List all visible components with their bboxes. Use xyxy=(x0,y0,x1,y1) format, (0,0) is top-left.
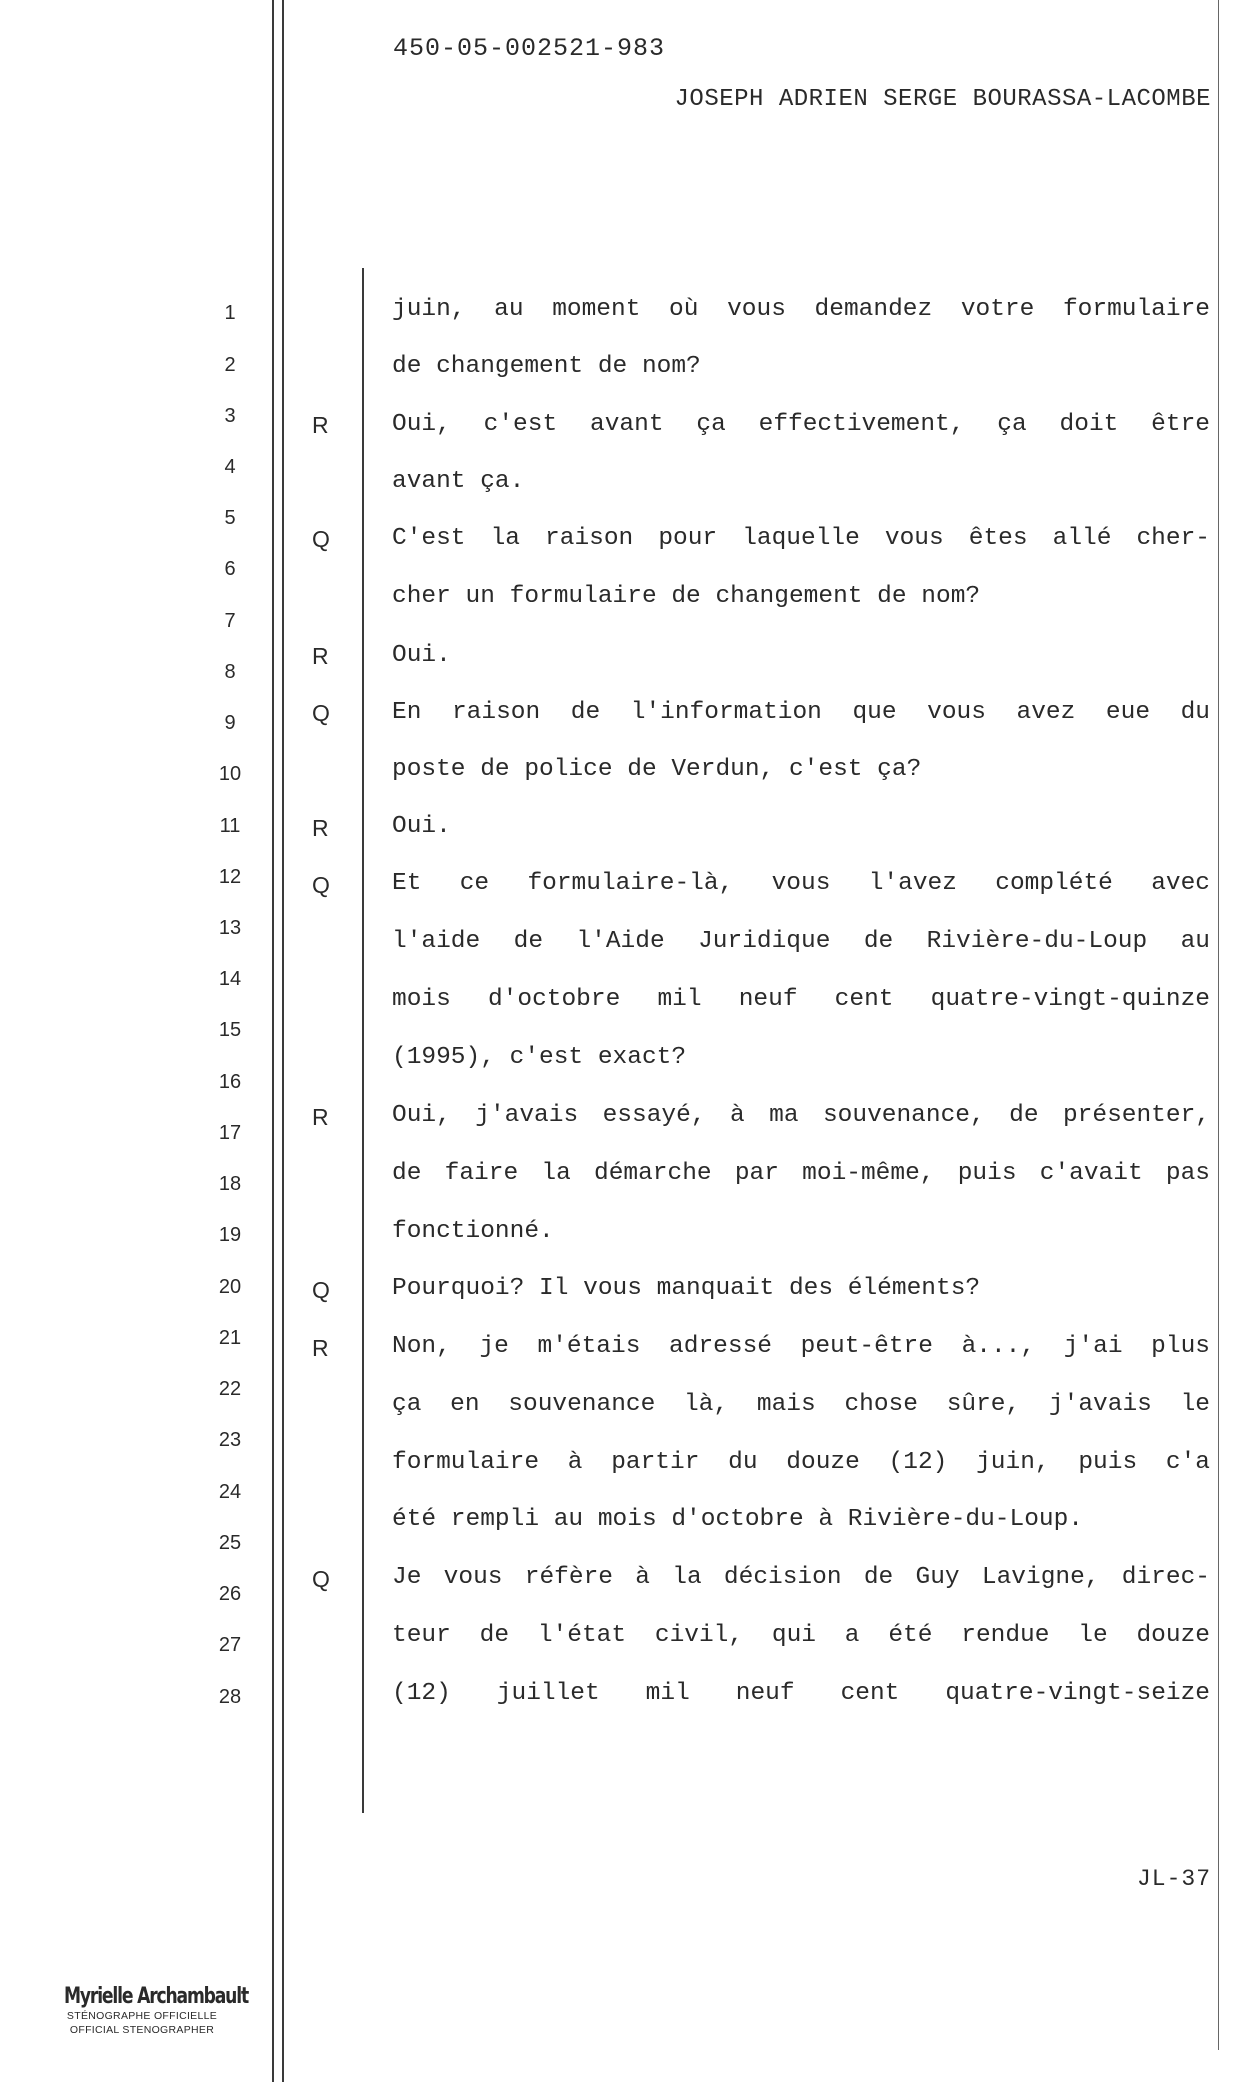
line-number: 4 xyxy=(224,456,236,478)
line-number: 25 xyxy=(218,1532,242,1554)
speaker-marker: Q xyxy=(312,700,330,726)
line-number: 27 xyxy=(218,1634,242,1656)
stenographer-title-fr: STÉNOGRAPHE OFFICIELLE xyxy=(66,2010,218,2022)
transcript-line: Je vous réfère à la décision de Guy Lavigne, direc- xyxy=(392,1564,1210,1591)
left-margin-rule-inner xyxy=(282,0,284,2082)
transcript-line: mois d'octobre mil neuf cent quatre-vingt-quinze xyxy=(392,986,1210,1013)
right-margin-rule xyxy=(1218,0,1219,2050)
transcript-line: Pourquoi? Il vous manquait des éléments? xyxy=(392,1275,981,1302)
transcript-line: Non, je m'étais adressé peut-être à..., j'ai plus xyxy=(392,1333,1210,1360)
speaker-marker: Q xyxy=(312,1277,330,1303)
transcript-line: (1995), c'est exact? xyxy=(392,1044,687,1071)
line-number: 23 xyxy=(218,1429,242,1451)
page-reference: JL-37 xyxy=(1136,1866,1211,1892)
line-number: 5 xyxy=(224,507,236,529)
line-number: 10 xyxy=(218,763,242,785)
line-number: 24 xyxy=(218,1481,242,1503)
speaker-column-rule xyxy=(362,268,364,1813)
speaker-marker: R xyxy=(312,815,329,841)
line-number: 7 xyxy=(224,610,236,632)
line-number: 3 xyxy=(224,405,236,427)
transcript-line: été rempli au mois d'octobre à Rivière-du-Loup. xyxy=(392,1506,1084,1533)
line-number: 17 xyxy=(218,1122,242,1144)
stenographer-title-en: OFFICIAL STENOGRAPHER xyxy=(69,2024,215,2036)
transcript-line: ça en souvenance là, mais chose sûre, j'avais le xyxy=(392,1391,1210,1418)
speaker-marker: R xyxy=(312,643,329,669)
left-margin-rule-outer xyxy=(272,0,274,2082)
transcript-line: juin, au moment où vous demandez votre formulaire xyxy=(392,296,1210,323)
speaker-marker: Q xyxy=(312,872,330,898)
line-number: 12 xyxy=(218,866,242,888)
line-number: 19 xyxy=(218,1224,242,1246)
line-number: 15 xyxy=(218,1019,242,1041)
line-number: 11 xyxy=(219,815,241,837)
transcript-line: Et ce formulaire-là, vous l'avez complété avec xyxy=(392,870,1210,897)
stenographer-name: Myrielle Archambault xyxy=(64,1984,248,2009)
transcript-line: En raison de l'information que vous avez eue du xyxy=(392,699,1210,726)
line-number: 6 xyxy=(224,558,236,580)
transcript-line: formulaire à partir du douze (12) juin, puis c'a xyxy=(392,1449,1210,1476)
line-number: 9 xyxy=(224,712,236,734)
transcript-line: l'aide de l'Aide Juridique de Rivière-du-Loup au xyxy=(392,928,1210,955)
line-number: 14 xyxy=(218,968,242,990)
line-number: 28 xyxy=(218,1686,242,1708)
transcript-line: teur de l'état civil, qui a été rendue le douze xyxy=(392,1622,1210,1649)
transcript-line: Oui, j'avais essayé, à ma souvenance, de présenter, xyxy=(392,1102,1210,1129)
line-number: 26 xyxy=(218,1583,242,1605)
line-number: 8 xyxy=(224,661,236,683)
transcript-line: fonctionné. xyxy=(392,1218,554,1245)
transcript-line: Oui. xyxy=(392,642,451,669)
speaker-marker: R xyxy=(312,412,329,438)
transcript-line: (12) juillet mil neuf cent quatre-vingt-seize xyxy=(392,1680,1210,1707)
line-number: 20 xyxy=(218,1276,242,1298)
transcript-line: de faire la démarche par moi-même, puis c'avait pas xyxy=(392,1160,1210,1187)
line-number: 22 xyxy=(218,1378,242,1400)
transcript-line: C'est la raison pour laquelle vous êtes allé cher- xyxy=(392,525,1210,552)
line-number: 21 xyxy=(218,1327,242,1349)
line-number: 13 xyxy=(218,917,242,939)
transcript-line: avant ça. xyxy=(392,468,525,495)
stenographer-stamp xyxy=(42,1984,248,2037)
transcript-line: poste de police de Verdun, c'est ça? xyxy=(392,756,922,783)
file-number: 450-05-002521-983 xyxy=(393,34,666,63)
speaker-marker: Q xyxy=(312,526,330,552)
line-number: 2 xyxy=(224,354,236,376)
line-number: 18 xyxy=(218,1173,242,1195)
witness-name: JOSEPH ADRIEN SERGE BOURASSA-LACOMBE xyxy=(674,86,1211,113)
line-number: 1 xyxy=(224,302,236,324)
speaker-marker: R xyxy=(312,1104,329,1130)
speaker-marker: Q xyxy=(312,1566,330,1592)
transcript-line: Oui, c'est avant ça effectivement, ça doit être xyxy=(392,411,1210,438)
transcript-line: cher un formulaire de changement de nom? xyxy=(392,583,981,610)
line-number: 16 xyxy=(218,1071,242,1093)
transcript-line: Oui. xyxy=(392,813,451,840)
speaker-marker: R xyxy=(312,1335,329,1361)
transcript-line: de changement de nom? xyxy=(392,353,701,380)
